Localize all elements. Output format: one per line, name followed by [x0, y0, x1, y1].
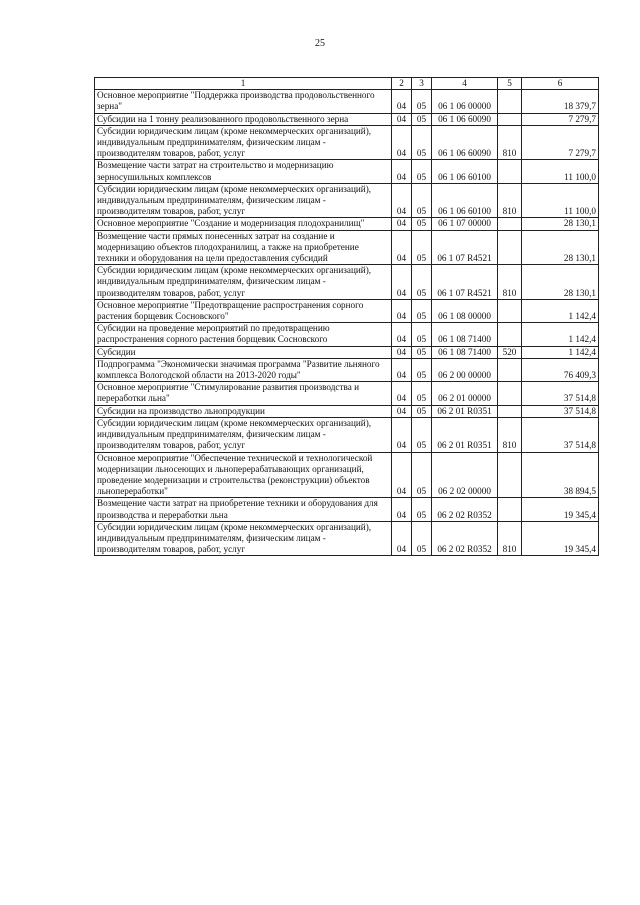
section-code-cell: 04	[392, 323, 412, 346]
table-row	[95, 113, 599, 125]
amount-cell: 11 100,0	[522, 160, 599, 183]
item-name-cell: Субсидии	[95, 346, 392, 358]
item-name-cell: Субсидии юридическим лицам (кроме некоммерческих организаций), индивидуальным предпринимателям, физическим лицам - производителям товаров, работ, услуг	[95, 417, 392, 452]
table-row	[95, 90, 599, 113]
target-article-cell: 06 2 01 R0351	[432, 417, 498, 452]
section-code-cell: 04	[392, 452, 412, 498]
item-name-cell: Субсидии на 1 тонну реализованного продовольственного зерна	[95, 113, 392, 125]
amount-cell: 37 514,8	[522, 405, 599, 417]
item-name-cell: Основное мероприятие "Стимулирование развития производства и переработки льна"	[95, 382, 392, 405]
table-row	[95, 160, 599, 183]
item-name-cell: Основное мероприятие "Обеспечение технической и технологической модернизации льносеющих и льноперерабатывающих организаций, проведение модернизации и строительства (реконструкции) объектов льнопереработки"	[95, 452, 392, 498]
target-article-cell: 06 2 02 R0352	[432, 521, 498, 556]
target-article-cell: 06 1 07 R4521	[432, 265, 498, 300]
subsection-code-cell: 05	[412, 452, 432, 498]
item-name-cell: Основное мероприятие "Создание и модернизация плодохранилищ"	[95, 218, 392, 230]
amount-cell: 19 345,4	[522, 498, 599, 521]
budget-table	[94, 77, 599, 556]
expense-type-cell	[498, 405, 522, 417]
subsection-code-cell: 05	[412, 358, 432, 381]
header-cell-4: 4	[432, 78, 498, 90]
target-article-cell: 06 2 02 R0352	[432, 498, 498, 521]
amount-cell: 18 379,7	[522, 90, 599, 113]
table-row	[95, 346, 599, 358]
table-row	[95, 452, 599, 498]
table-row	[95, 230, 599, 265]
page-number: 25	[315, 38, 325, 49]
expense-type-cell: 810	[498, 521, 522, 556]
section-code-cell: 04	[392, 230, 412, 265]
item-name-cell: Основное мероприятие "Поддержка производства продовольственного зерна"	[95, 90, 392, 113]
amount-cell: 37 514,8	[522, 417, 599, 452]
target-article-cell: 06 1 08 71400	[432, 323, 498, 346]
target-article-cell: 06 1 07 00000	[432, 218, 498, 230]
subsection-code-cell: 05	[412, 218, 432, 230]
header-cell-1: 1	[95, 78, 392, 90]
table-row	[95, 382, 599, 405]
section-code-cell: 04	[392, 183, 412, 218]
target-article-cell: 06 1 06 60090	[432, 113, 498, 125]
subsection-code-cell: 05	[412, 125, 432, 160]
table-row	[95, 417, 599, 452]
target-article-cell: 06 1 06 60100	[432, 160, 498, 183]
table-row	[95, 358, 599, 381]
expense-type-cell	[498, 452, 522, 498]
amount-cell: 28 130,1	[522, 230, 599, 265]
expense-type-cell	[498, 358, 522, 381]
table-row	[95, 183, 599, 218]
amount-cell: 1 142,4	[522, 299, 599, 322]
expense-type-cell: 810	[498, 265, 522, 300]
header-cell-5: 5	[498, 78, 522, 90]
subsection-code-cell: 05	[412, 265, 432, 300]
amount-cell: 28 130,1	[522, 265, 599, 300]
item-name-cell: Субсидии на производство льнопродукции	[95, 405, 392, 417]
section-code-cell: 04	[392, 299, 412, 322]
amount-cell: 19 345,4	[522, 521, 599, 556]
section-code-cell: 04	[392, 218, 412, 230]
table-row	[95, 521, 599, 556]
amount-cell: 11 100,0	[522, 183, 599, 218]
subsection-code-cell: 05	[412, 521, 432, 556]
subsection-code-cell: 05	[412, 417, 432, 452]
header-cell-2: 2	[392, 78, 412, 90]
expense-type-cell: 520	[498, 346, 522, 358]
item-name-cell: Субсидии юридическим лицам (кроме некоммерческих организаций), индивидуальным предпринимателям, физическим лицам - производителям товаров, работ, услуг	[95, 265, 392, 300]
header-row	[95, 78, 599, 90]
subsection-code-cell: 05	[412, 230, 432, 265]
target-article-cell: 06 1 08 71400	[432, 346, 498, 358]
subsection-code-cell: 05	[412, 299, 432, 322]
item-name-cell: Субсидии юридическим лицам (кроме некоммерческих организаций), индивидуальным предпринимателям, физическим лицам - производителям товаров, работ, услуг	[95, 521, 392, 556]
expense-type-cell: 810	[498, 183, 522, 218]
target-article-cell: 06 1 06 00000	[432, 90, 498, 113]
target-article-cell: 06 2 01 R0351	[432, 405, 498, 417]
subsection-code-cell: 05	[412, 113, 432, 125]
section-code-cell: 04	[392, 382, 412, 405]
table-row	[95, 125, 599, 160]
item-name-cell: Возмещение части прямых понесенных затрат на создание и модернизацию объектов плодохранилищ, а также на приобретение техники и оборудования на цели предоставления субсидий	[95, 230, 392, 265]
expense-type-cell: 810	[498, 417, 522, 452]
target-article-cell: 06 2 02 00000	[432, 452, 498, 498]
header-cell-6: 6	[522, 78, 599, 90]
amount-cell: 37 514,8	[522, 382, 599, 405]
subsection-code-cell: 05	[412, 323, 432, 346]
target-article-cell: 06 1 06 60090	[432, 125, 498, 160]
table-row	[95, 405, 599, 417]
subsection-code-cell: 05	[412, 183, 432, 218]
table-row	[95, 299, 599, 322]
subsection-code-cell: 05	[412, 498, 432, 521]
expense-type-cell	[498, 230, 522, 265]
section-code-cell: 04	[392, 521, 412, 556]
amount-cell: 1 142,4	[522, 323, 599, 346]
section-code-cell: 04	[392, 90, 412, 113]
table-row	[95, 218, 599, 230]
item-name-cell: Субсидии юридическим лицам (кроме некоммерческих организаций), индивидуальным предпринимателям, физическим лицам - производителям товаров, работ, услуг	[95, 125, 392, 160]
amount-cell: 7 279,7	[522, 113, 599, 125]
expense-type-cell	[498, 160, 522, 183]
section-code-cell: 04	[392, 358, 412, 381]
expense-type-cell	[498, 382, 522, 405]
subsection-code-cell: 05	[412, 405, 432, 417]
target-article-cell: 06 1 06 60100	[432, 183, 498, 218]
section-code-cell: 04	[392, 125, 412, 160]
target-article-cell: 06 1 07 R4521	[432, 230, 498, 265]
section-code-cell: 04	[392, 498, 412, 521]
expense-type-cell	[498, 218, 522, 230]
expense-type-cell	[498, 299, 522, 322]
table-row	[95, 323, 599, 346]
item-name-cell: Подпрограмма "Экономически значимая программа "Развитие льняного комплекса Вологодской области на 2013-2020 годы"	[95, 358, 392, 381]
amount-cell: 76 409,3	[522, 358, 599, 381]
expense-type-cell	[498, 90, 522, 113]
amount-cell: 38 894,5	[522, 452, 599, 498]
amount-cell: 7 279,7	[522, 125, 599, 160]
amount-cell: 28 130,1	[522, 218, 599, 230]
target-article-cell: 06 2 00 00000	[432, 358, 498, 381]
target-article-cell: 06 1 08 00000	[432, 299, 498, 322]
header-cell-3: 3	[412, 78, 432, 90]
subsection-code-cell: 05	[412, 382, 432, 405]
section-code-cell: 04	[392, 113, 412, 125]
item-name-cell: Субсидии на проведение мероприятий по предотвращению распространения сорного растения борщевик Сосновского	[95, 323, 392, 346]
expense-type-cell	[498, 323, 522, 346]
section-code-cell: 04	[392, 405, 412, 417]
section-code-cell: 04	[392, 265, 412, 300]
section-code-cell: 04	[392, 346, 412, 358]
expense-type-cell: 810	[498, 125, 522, 160]
subsection-code-cell: 05	[412, 160, 432, 183]
item-name-cell: Основное мероприятие "Предотвращение распространения сорного растения борщевик Сосновского"	[95, 299, 392, 322]
item-name-cell: Возмещение части затрат на строительство и модернизацию зерносушильных комплексов	[95, 160, 392, 183]
section-code-cell: 04	[392, 160, 412, 183]
section-code-cell: 04	[392, 417, 412, 452]
subsection-code-cell: 05	[412, 346, 432, 358]
expense-type-cell	[498, 113, 522, 125]
table-row	[95, 498, 599, 521]
table-row	[95, 265, 599, 300]
target-article-cell: 06 2 01 00000	[432, 382, 498, 405]
expense-type-cell	[498, 498, 522, 521]
table-body	[95, 90, 599, 556]
amount-cell: 1 142,4	[522, 346, 599, 358]
item-name-cell: Возмещение части затрат на приобретение техники и оборудования для производства и переработки льна	[95, 498, 392, 521]
item-name-cell: Субсидии юридическим лицам (кроме некоммерческих организаций), индивидуальным предпринимателям, физическим лицам - производителям товаров, работ, услуг	[95, 183, 392, 218]
subsection-code-cell: 05	[412, 90, 432, 113]
